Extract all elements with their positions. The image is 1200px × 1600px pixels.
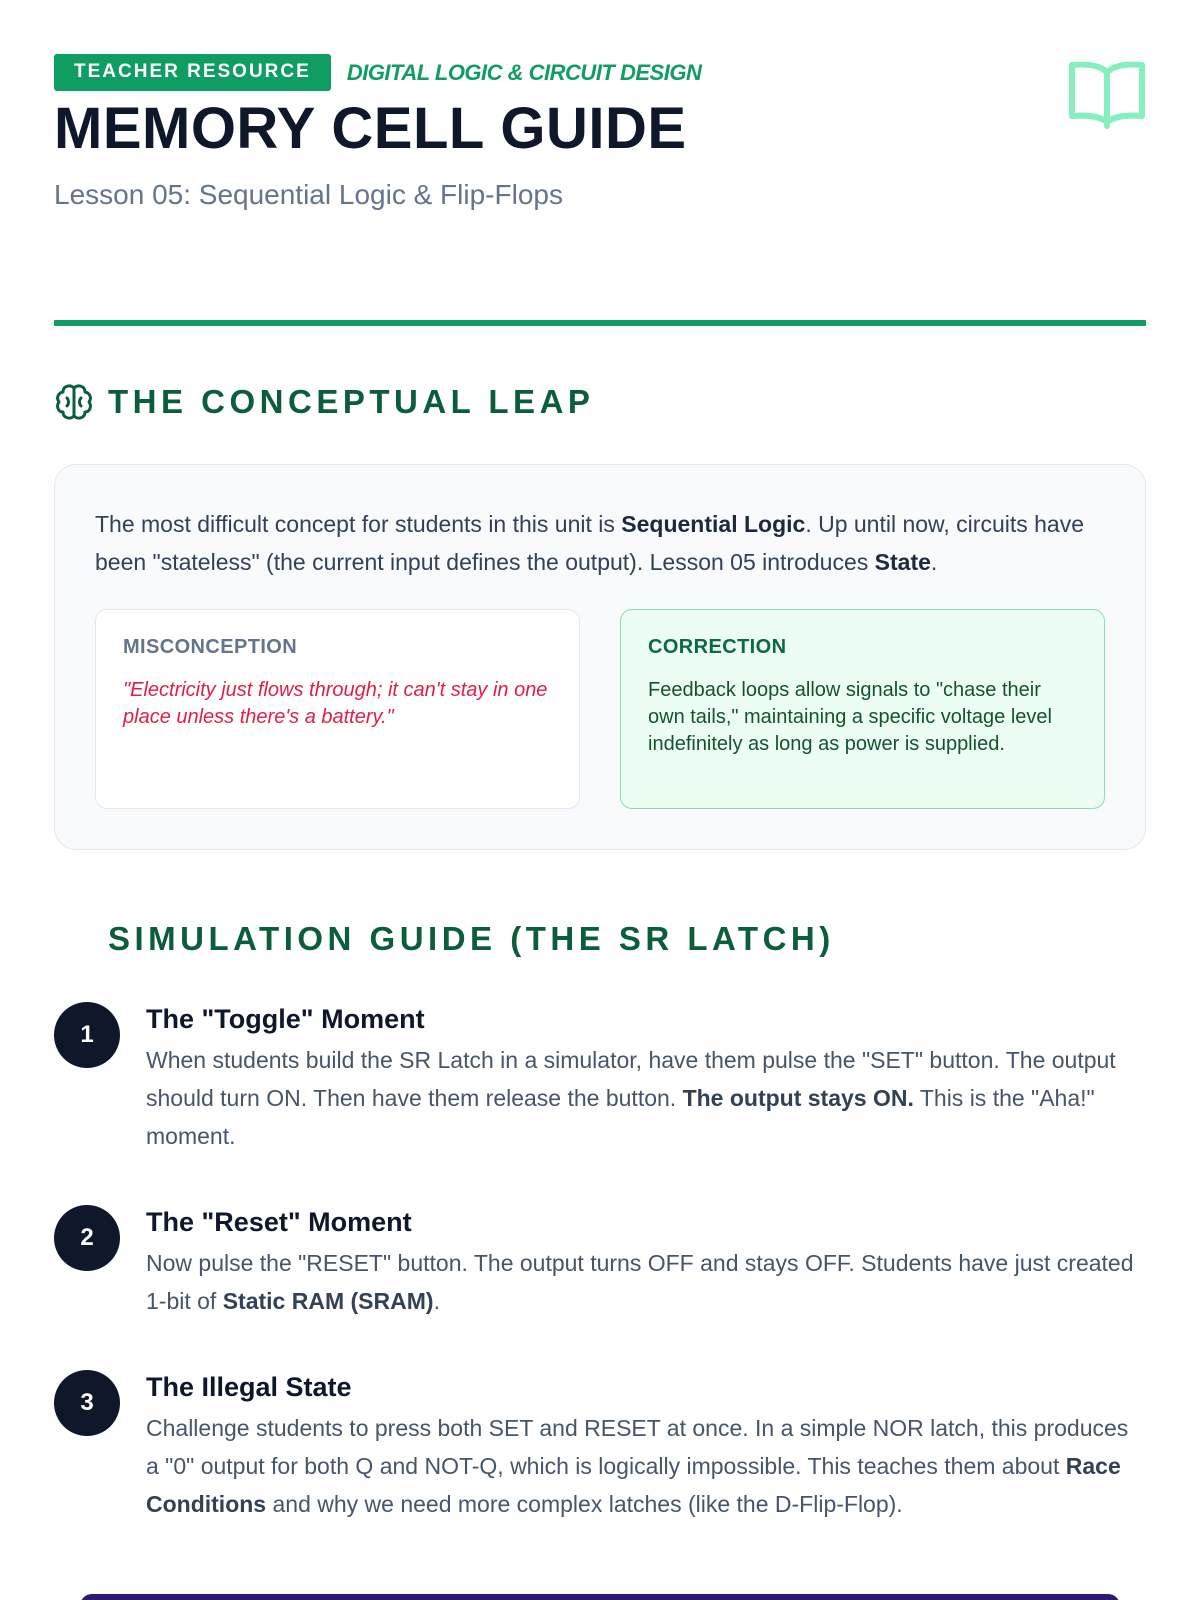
resource-badge: TEACHER RESOURCE: [54, 54, 331, 91]
correction-card: [620, 609, 1105, 809]
concept-box: [54, 464, 1146, 850]
intro-text: The most difficult concept for students in this unit is: [95, 511, 622, 537]
misconception-label: MISCONCEPTION: [123, 636, 298, 658]
simulation-section: [54, 920, 1146, 1523]
step-title: The "Toggle" Moment: [146, 1004, 425, 1034]
page-header: [54, 54, 1146, 264]
step-text: .: [433, 1288, 440, 1314]
step-content: [146, 1002, 1146, 1155]
step-text: When students build the SR Latch in a simulator, have them pulse the "SET" button. The output should turn ON. Then have them release the button.: [146, 1047, 1116, 1111]
step-text: Challenge students to press both SET and RESET at once. In a simple NOR latch, this produces a "0" output for both Q and NOT-Q, which is logically impossible. This teaches them about: [146, 1415, 1129, 1479]
conceptual-leap-section: [54, 382, 1146, 850]
step-number: 2: [54, 1205, 120, 1271]
tag-row: [54, 54, 1146, 91]
step-text: Now pulse the "RESET" button. The output turns OFF and stays OFF. Students have just created 1-bit of: [146, 1250, 1134, 1314]
step-title: The Illegal State: [146, 1372, 352, 1402]
section-heading: [54, 920, 1146, 958]
misconception-text: "Electricity just flows through; it can't stay in one place unless there's a battery.": [123, 679, 548, 728]
step-description: [146, 1244, 1146, 1320]
step-content: [146, 1205, 1146, 1320]
step-item: [54, 1205, 1146, 1320]
step-description: [146, 1409, 1146, 1523]
intro-emphasis: State: [874, 549, 931, 575]
page-title: MEMORY CELL GUIDE: [54, 96, 687, 161]
step-emphasis: Race Conditions: [146, 1453, 1121, 1517]
step-description: [146, 1041, 1146, 1155]
step-item: [54, 1002, 1146, 1155]
concept-intro: [95, 505, 1105, 581]
footer-banner-edge: [80, 1594, 1120, 1600]
book-icon: [1068, 58, 1146, 130]
subject-label: DIGITAL LOGIC & CIRCUIT DESIGN: [346, 59, 702, 85]
intro-emphasis: Sequential Logic: [621, 511, 806, 537]
step-emphasis: Static RAM (SRAM): [222, 1288, 434, 1314]
correction-label: CORRECTION: [648, 636, 787, 658]
step-list: [54, 1002, 1146, 1523]
intro-text: . Up until now, circuits have been "stateless" (the current input defines the output). Lesson 05 introduces: [95, 511, 1084, 575]
lesson-subtitle: Lesson 05: Sequential Logic & Flip-Flops: [54, 178, 563, 210]
header-divider: [54, 320, 1146, 326]
brain-icon: [54, 382, 94, 422]
step-number: 3: [54, 1370, 120, 1436]
step-number: 1: [54, 1002, 120, 1068]
comparison-cards: [95, 609, 1105, 809]
step-text: This is the "Aha!" moment.: [146, 1085, 1095, 1149]
intro-text: .: [930, 549, 938, 575]
section-heading: [54, 382, 1146, 422]
step-content: [146, 1370, 1146, 1523]
step-item: [54, 1370, 1146, 1523]
section-title: SIMULATION GUIDE (THE SR LATCH): [108, 920, 835, 957]
misconception-card: [95, 609, 580, 809]
correction-text: Feedback loops allow signals to "chase their own tails," maintaining a specific voltage level indefinitely as long as power is supplied.: [648, 679, 1052, 755]
section-title: THE CONCEPTUAL LEAP: [108, 383, 595, 420]
step-text: and why we need more complex latches (like the D-Flip-Flop).: [266, 1491, 903, 1517]
step-emphasis: The output stays ON.: [682, 1085, 914, 1111]
step-title: The "Reset" Moment: [146, 1207, 412, 1237]
